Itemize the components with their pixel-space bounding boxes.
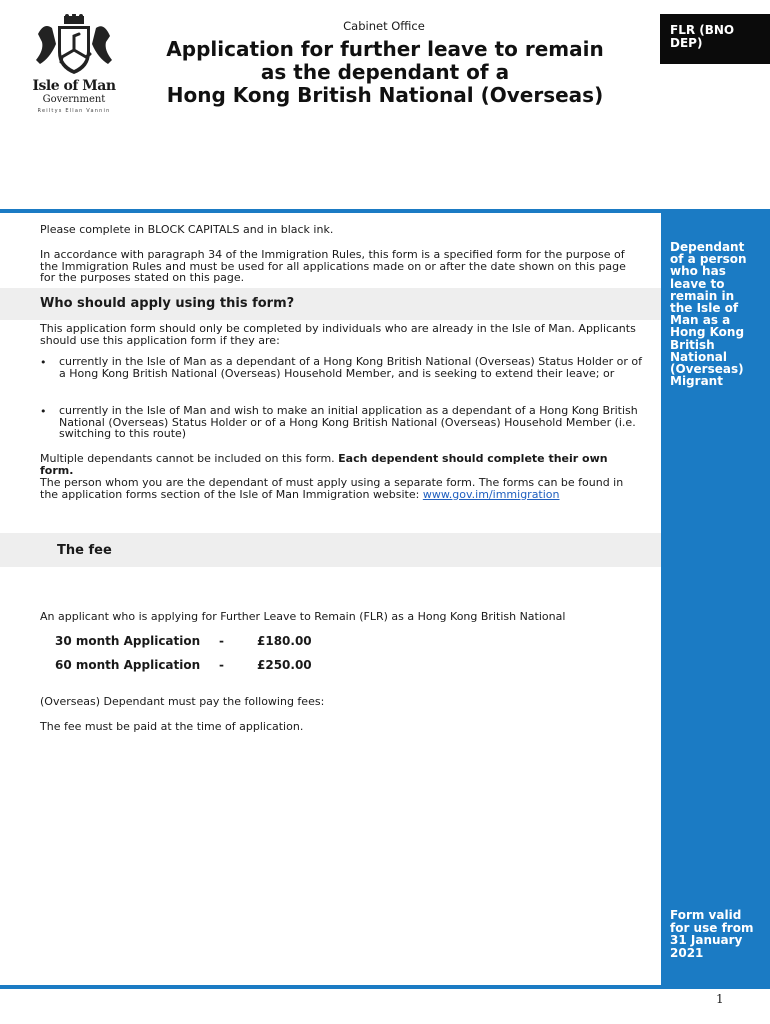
fee-intro: An applicant who is applying for Further Leave to Remain (FLR) as a Hong Kong British National bbox=[40, 610, 566, 623]
fee-amount-60-month: £250.00 bbox=[257, 658, 312, 672]
logo-name: Isle of Man bbox=[32, 78, 116, 94]
bullet-icon: • bbox=[40, 405, 47, 418]
logo-subtitle: Government bbox=[42, 94, 106, 105]
block-capitals-instruction: Please complete in BLOCK CAPITALS and in black ink. bbox=[40, 223, 334, 236]
fee-label-30-month: 30 month Application bbox=[55, 634, 201, 648]
fee-label-60-month: 60 month Application bbox=[55, 658, 201, 672]
form-title-line-3: Hong Kong British National (Overseas) bbox=[166, 83, 604, 107]
form-title-line-1: Application for further leave to remain bbox=[166, 37, 604, 61]
form-title-line-2: as the dependant of a bbox=[260, 60, 510, 84]
immigration-website-link[interactable]: www.gov.im/immigration bbox=[422, 487, 560, 501]
fee-dash: - bbox=[219, 658, 224, 672]
multiple-dependants-notice bbox=[40, 453, 640, 476]
bottom-divider bbox=[0, 985, 770, 989]
payment-note: The fee must be paid at the time of application. bbox=[40, 720, 304, 733]
form-title bbox=[140, 38, 630, 107]
section-heading-fee: The fee bbox=[57, 543, 112, 558]
fee-amount-30-month: £180.00 bbox=[257, 634, 312, 648]
separate-form-text: The person whom you are the dependant of must apply using a separate form. The forms can be found in the application forms section of the Isle of Man Immigration website: bbox=[40, 476, 624, 501]
separate-form-notice bbox=[40, 477, 640, 500]
fee-dash: - bbox=[219, 634, 224, 648]
department-name: Cabinet Office bbox=[343, 19, 425, 33]
form-reference-badge: FLR (BNO DEP) bbox=[660, 14, 770, 64]
logo-motto: Reiltys Ellan Vannin bbox=[37, 108, 111, 114]
bullet-icon: • bbox=[40, 356, 47, 369]
paragraph-34-notice: In accordance with paragraph 34 of the Immigration Rules, this form is a specified form for the purpose of the Immigration Rules and must be used for all applications made on or after the date shown on this page for the purposes stated on this page. bbox=[40, 248, 626, 284]
section-heading-who-should-apply: Who should apply using this form? bbox=[40, 296, 295, 311]
coat-of-arms-icon bbox=[30, 14, 118, 78]
list-item: currently in the Isle of Man and wish to make an initial application as a dependant of a Hong Kong British National (Overseas) Status Holder or of a Hong Kong British National (Overseas) Household Member (i.e. switching to this route) bbox=[59, 404, 638, 440]
top-divider bbox=[0, 209, 770, 213]
multiple-dependants-text: Multiple dependants cannot be included on this form. bbox=[40, 452, 339, 465]
who-should-apply-intro: This application form should only be completed by individuals who are already in the Isle of Man. Applicants should use this application form if they are: bbox=[40, 322, 636, 347]
form-validity-date: Form valid for use from 31 January 2021 bbox=[670, 908, 754, 960]
sidebar-panel bbox=[661, 213, 770, 985]
who-should-apply-band bbox=[0, 288, 661, 320]
sidebar-title: Dependant of a person who has leave to remain in the Isle of Man as a Hong Kong British National (Overseas) Migrant bbox=[670, 240, 747, 389]
isle-of-man-government-logo bbox=[30, 14, 118, 116]
fee-band bbox=[0, 533, 661, 567]
list-item: currently in the Isle of Man as a dependant of a Hong Kong British National (Overseas) Status Holder or of a Hong Kong British National (Overseas) Household Member, and is seeking to extend their leave; or bbox=[59, 355, 642, 380]
overseas-dependant-note: (Overseas) Dependant must pay the following fees: bbox=[40, 695, 325, 708]
own-form-emphasis: Each dependent should complete their own form. bbox=[40, 452, 608, 477]
page-number: 1 bbox=[716, 992, 724, 1006]
